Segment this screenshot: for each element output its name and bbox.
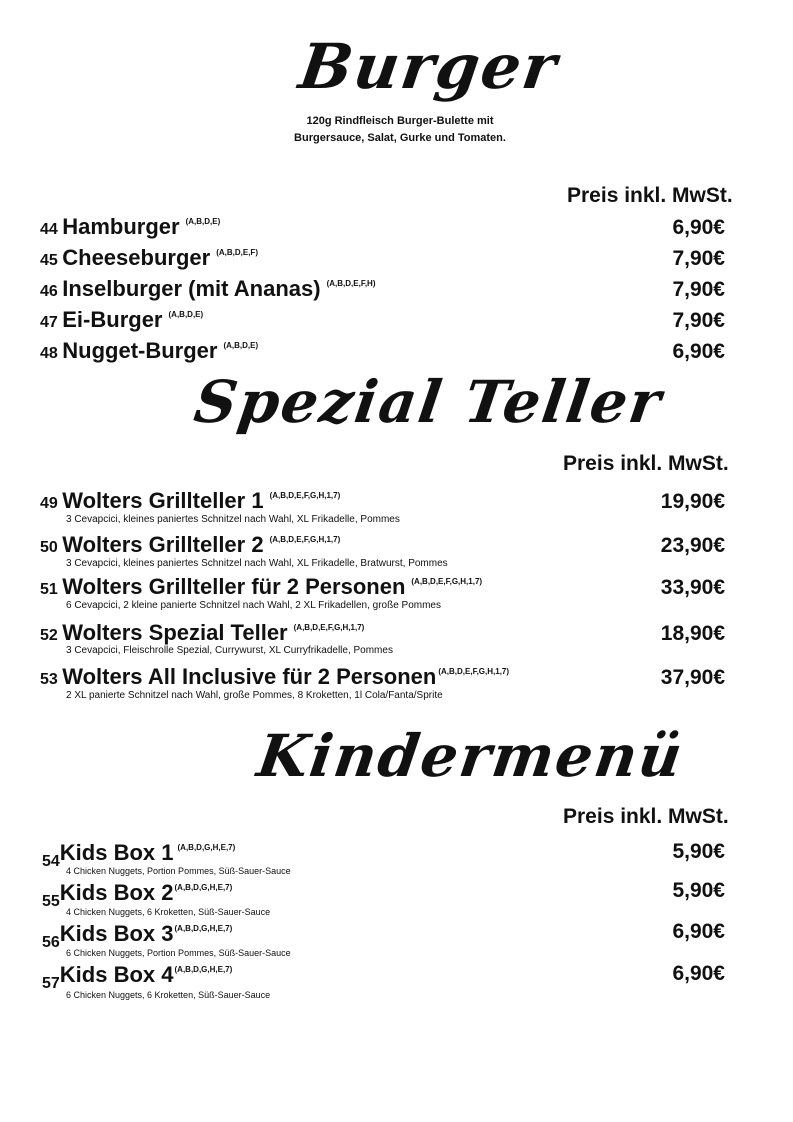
item-name: Ei-Burger bbox=[62, 307, 163, 332]
item-price: 23,90€ bbox=[660, 534, 725, 557]
item-price: 6,90€ bbox=[672, 962, 725, 985]
item-allergens: (A,B,D,E) bbox=[185, 217, 221, 226]
menu-item-47 bbox=[40, 307, 203, 333]
menu-item-57 bbox=[42, 962, 233, 992]
item-price: 6,90€ bbox=[672, 216, 725, 239]
item-allergens: (A,B,D,E,F,G,H,1,7) bbox=[411, 577, 483, 586]
item-allergens: (A,B,D,E,F,H) bbox=[326, 279, 376, 288]
menu-item-56 bbox=[42, 921, 233, 951]
menu-item-55 bbox=[42, 880, 233, 910]
item-number: 55 bbox=[42, 893, 60, 910]
burger-title: Burger bbox=[294, 30, 563, 103]
item-description: 3 Cevapcici, Fleischrolle Spezial, Currywurst, XL Curryfrikadelle, Pommes bbox=[66, 645, 393, 656]
item-number: 47 bbox=[40, 314, 58, 331]
item-allergens: (A,B,D,E,F,G,H,1,7) bbox=[269, 491, 341, 500]
item-name: Inselburger (mit Ananas) bbox=[62, 276, 321, 301]
item-number: 46 bbox=[40, 283, 58, 300]
menu-item-45 bbox=[40, 245, 258, 271]
item-number: 57 bbox=[42, 975, 60, 992]
item-number: 54 bbox=[42, 853, 60, 870]
item-description: 3 Cevapcici, kleines paniertes Schnitzel nach Wahl, XL Frikadelle, Pommes bbox=[66, 514, 400, 525]
item-number: 45 bbox=[40, 252, 58, 269]
item-number: 53 bbox=[40, 671, 58, 688]
item-description: 6 Chicken Nuggets, 6 Kroketten, Süß-Sauer-Sauce bbox=[66, 990, 271, 1000]
item-allergens: (A,B,D,G,H,E,7) bbox=[174, 924, 233, 933]
kinder-price-header: Preis inkl. MwSt. bbox=[563, 805, 729, 828]
item-price: 7,90€ bbox=[672, 247, 725, 270]
item-name: Kids Box 3 bbox=[59, 921, 174, 946]
menu-item-52 bbox=[40, 620, 364, 646]
item-price: 5,90€ bbox=[672, 879, 725, 902]
item-number: 56 bbox=[42, 934, 60, 951]
item-price: 6,90€ bbox=[672, 920, 725, 943]
item-number: 44 bbox=[40, 221, 58, 238]
item-allergens: (A,B,D,G,H,E,7) bbox=[174, 965, 233, 974]
burger-price-header: Preis inkl. MwSt. bbox=[567, 184, 733, 207]
item-price: 19,90€ bbox=[660, 490, 725, 513]
item-allergens: (A,B,D,E) bbox=[168, 310, 204, 319]
menu-item-44 bbox=[40, 214, 220, 240]
item-allergens: (A,B,D,E,F) bbox=[216, 248, 258, 257]
item-number: 49 bbox=[40, 495, 58, 512]
item-number: 48 bbox=[40, 345, 58, 362]
item-description: 6 Chicken Nuggets, Portion Pommes, Süß-Sauer-Sauce bbox=[66, 948, 291, 958]
menu-item-53 bbox=[40, 664, 509, 690]
item-number: 52 bbox=[40, 627, 58, 644]
item-price: 7,90€ bbox=[672, 309, 725, 332]
item-name: Wolters Grillteller 1 bbox=[62, 488, 264, 513]
item-number: 51 bbox=[40, 581, 58, 598]
burger-intro-line-2: Burgersauce, Salat, Gurke und Tomaten. bbox=[294, 132, 506, 144]
item-price: 37,90€ bbox=[660, 666, 725, 689]
item-price: 7,90€ bbox=[672, 278, 725, 301]
menu-item-46 bbox=[40, 276, 375, 302]
item-name: Cheeseburger bbox=[62, 245, 211, 270]
kinder-title: Kindermenü bbox=[253, 722, 689, 790]
menu-item-51 bbox=[40, 574, 482, 600]
item-allergens: (A,B,D,E) bbox=[223, 341, 259, 350]
item-price: 18,90€ bbox=[660, 622, 725, 645]
burger-intro-line-1: 120g Rindfleisch Burger-Bulette mit bbox=[306, 115, 494, 127]
item-description: 2 XL panierte Schnitzel nach Wahl, große Pommes, 8 Kroketten, 1l Cola/Fanta/Sprite bbox=[66, 690, 443, 701]
item-description: 3 Cevapcici, kleines paniertes Schnitzel nach Wahl, XL Frikadelle, Bratwurst, Pommes bbox=[66, 558, 448, 569]
item-allergens: (A,B,D,E,F,G,H,1,7) bbox=[269, 535, 341, 544]
item-name: Kids Box 1 bbox=[59, 840, 174, 865]
item-allergens: (A,B,D,E,F,G,H,1,7) bbox=[438, 667, 510, 676]
item-allergens: (A,B,D,E,F,G,H,1,7) bbox=[293, 623, 365, 632]
item-price: 5,90€ bbox=[672, 840, 725, 863]
item-name: Hamburger bbox=[62, 214, 180, 239]
item-name: Kids Box 4 bbox=[59, 962, 174, 987]
item-name: Kids Box 2 bbox=[59, 880, 174, 905]
item-allergens: (A,B,D,G,H,E,7) bbox=[177, 843, 236, 852]
item-name: Wolters Grillteller 2 bbox=[62, 532, 264, 557]
item-description: 6 Cevapcici, 2 kleine panierte Schnitzel nach Wahl, 2 XL Frikadellen, große Pommes bbox=[66, 600, 441, 611]
item-number: 50 bbox=[40, 539, 58, 556]
item-price: 6,90€ bbox=[672, 340, 725, 363]
spezial-price-header: Preis inkl. MwSt. bbox=[563, 452, 729, 475]
item-allergens: (A,B,D,G,H,E,7) bbox=[174, 883, 233, 892]
menu-item-54 bbox=[42, 840, 236, 870]
menu-item-49 bbox=[40, 488, 340, 514]
menu-item-48 bbox=[40, 338, 258, 364]
item-description: 4 Chicken Nuggets, Portion Pommes, Süß-Sauer-Sauce bbox=[66, 866, 291, 876]
item-name: Wolters All Inclusive für 2 Personen bbox=[62, 664, 437, 689]
menu-item-50 bbox=[40, 532, 340, 558]
item-name: Wolters Spezial Teller bbox=[62, 620, 288, 645]
item-name: Wolters Grillteller für 2 Personen bbox=[62, 574, 406, 599]
item-name: Nugget-Burger bbox=[62, 338, 218, 363]
item-price: 33,90€ bbox=[660, 576, 725, 599]
spezial-title: Spezial Teller bbox=[190, 368, 667, 436]
item-description: 4 Chicken Nuggets, 6 Kroketten, Süß-Sauer-Sauce bbox=[66, 907, 271, 917]
